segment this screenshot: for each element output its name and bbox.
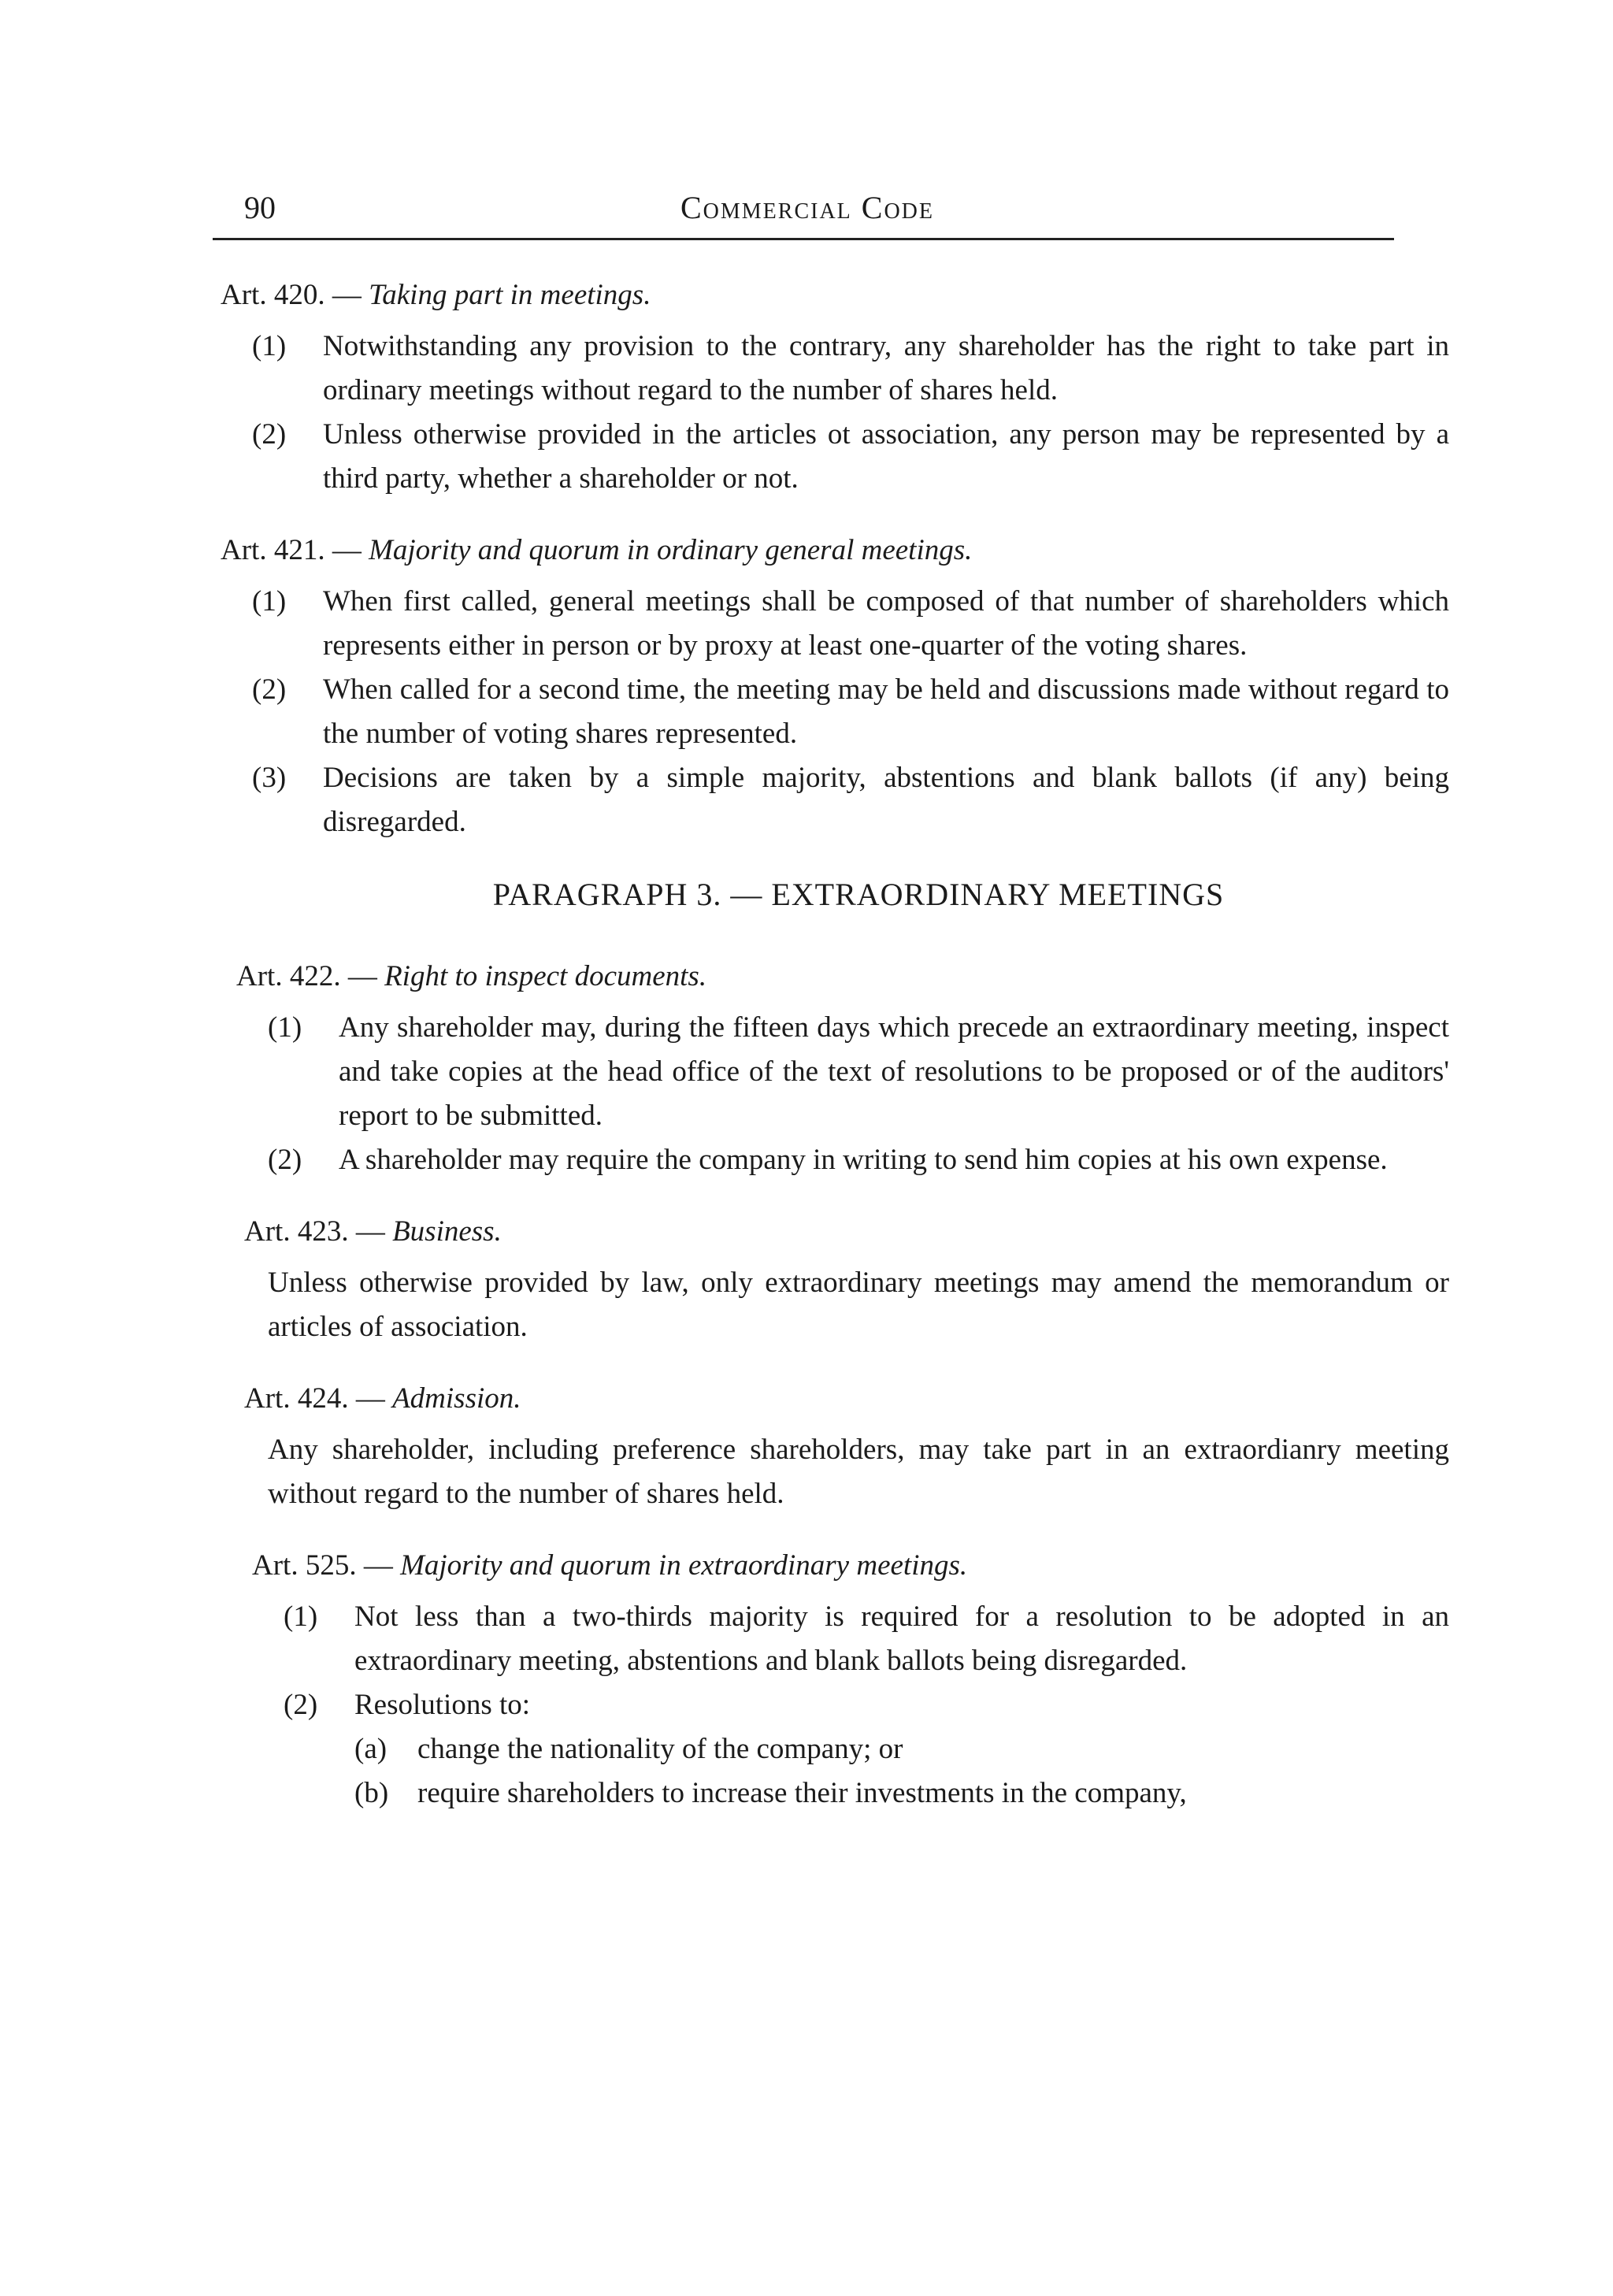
subparagraph-letter: (b) — [354, 1777, 389, 1809]
article-title: Taking part in meetings. — [369, 279, 651, 311]
article-title: Majority and quorum in extraordinary meetings. — [400, 1549, 968, 1582]
article-422 — [221, 957, 1449, 1182]
article-label: Art. 421. — — [221, 534, 362, 566]
subparagraph-letter: (a) — [354, 1733, 387, 1765]
paragraph-text: Not less than a two-thirds majority is required for a resolution to be adopted in an extraordinary meeting, abstentions and blank ballots being disregarded. — [354, 1601, 1449, 1677]
article-subparagraph — [354, 1771, 1449, 1816]
article-body: Any shareholder, including preference shareholders, may take part in an extraordianry meeting without regard to the number of shares held. — [268, 1434, 1449, 1510]
article-paragraph — [268, 1138, 1449, 1182]
header-rule — [213, 238, 1394, 240]
paragraph-text: When first called, general meetings shall be composed of that number of shareholders which represents either in person or by proxy at least one-quarter of the voting shares. — [323, 585, 1449, 662]
article-label: Art. 424. — — [244, 1382, 385, 1415]
article-label: Art. 420. — — [221, 279, 362, 311]
running-title: Commercial Code — [680, 190, 935, 225]
paragraph-number: (1) — [268, 1011, 302, 1044]
page-header — [213, 189, 1402, 252]
article-paragraph — [268, 1006, 1449, 1138]
paragraph-text: A shareholder may require the company in writing to send him copies at his own expense. — [339, 1144, 1388, 1176]
article-424 — [221, 1379, 1449, 1516]
subparagraph-text: require shareholders to increase their investments in the company, — [417, 1777, 1187, 1809]
article-label: Art. 525. — — [252, 1549, 393, 1582]
article-paragraph — [284, 1595, 1449, 1683]
article-heading — [244, 1379, 1449, 1419]
paragraph-number: (3) — [252, 762, 287, 794]
article-423 — [221, 1212, 1449, 1349]
article-label: Art. 423. — — [244, 1215, 385, 1248]
paragraph-number: (1) — [252, 585, 287, 618]
article-body: Unless otherwise provided by law, only extraordinary meetings may amend the memorandum or articles of association. — [268, 1267, 1449, 1343]
article-heading — [244, 1212, 1449, 1252]
paragraph-text: Decisions are taken by a simple majority, abstentions and blank ballots (if any) being disregarded. — [323, 762, 1449, 838]
paragraph-number: (2) — [284, 1689, 318, 1721]
paragraph-number: (1) — [252, 330, 287, 362]
paragraph-text: Resolutions to: — [354, 1689, 531, 1721]
paragraph-number: (2) — [252, 418, 287, 451]
paragraph-number: (2) — [252, 673, 287, 706]
article-paragraph — [252, 413, 1449, 501]
paragraph-number: (2) — [268, 1144, 302, 1176]
subparagraph-text: change the nationality of the company; or — [417, 1733, 903, 1765]
paragraph-text: Notwithstanding any provision to the contrary, any shareholder has the right to take part in ordinary meetings without regard to the number of shares held. — [323, 330, 1449, 406]
article-heading — [252, 1546, 1449, 1586]
article-paragraph — [284, 1683, 1449, 1727]
article-title: Majority and quorum in ordinary general meetings. — [369, 534, 973, 566]
paragraph-number: (1) — [284, 1601, 318, 1633]
paragraph-text: Unless otherwise provided in the articles ot association, any person may be represented by a third party, whether a shareholder or not. — [323, 418, 1449, 495]
article-heading — [221, 531, 1449, 570]
paragraph-text: Any shareholder may, during the fifteen days which precede an extraordinary meeting, inspect and take copies at the head office of the text of resolutions to be proposed or of the auditors' report to be submitted. — [339, 1011, 1449, 1132]
article-label: Art. 422. — — [236, 960, 377, 992]
paragraph-text: When called for a second time, the meeting may be held and discussions made without regard to the number of voting shares represented. — [323, 673, 1449, 750]
article-heading — [221, 276, 1449, 315]
page-content — [221, 276, 1449, 1845]
article-paragraph — [252, 325, 1449, 413]
article-525 — [221, 1546, 1449, 1816]
article-title: Business. — [392, 1215, 502, 1248]
page-number: 90 — [244, 190, 276, 225]
article-subparagraph — [354, 1727, 1449, 1771]
article-420 — [221, 276, 1449, 501]
article-paragraph — [252, 668, 1449, 756]
article-title: Admission. — [392, 1382, 521, 1415]
article-heading — [236, 957, 1449, 996]
section-heading: PARAGRAPH 3. — EXTRAORDINARY MEETINGS — [492, 877, 1225, 912]
article-paragraph — [252, 580, 1449, 668]
article-421 — [221, 531, 1449, 844]
article-title: Right to inspect documents. — [384, 960, 707, 992]
article-paragraph — [252, 756, 1449, 844]
